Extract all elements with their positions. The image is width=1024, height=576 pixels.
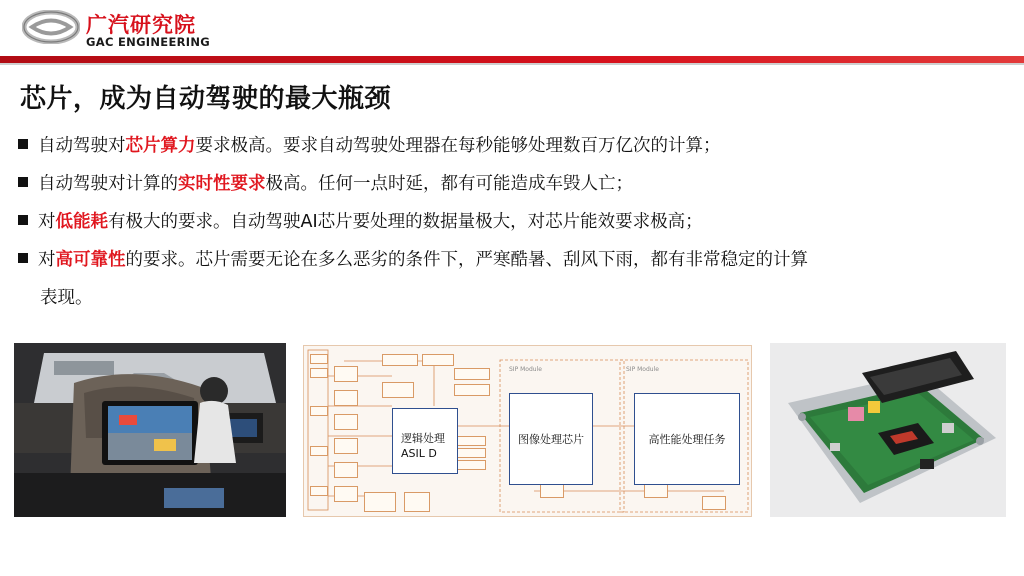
bullet-highlight: 高可靠性 bbox=[55, 250, 126, 270]
sip-module-label: SIP Module bbox=[509, 366, 542, 373]
bullet-item-1 bbox=[18, 129, 998, 163]
block-label: 逻辑处理 bbox=[401, 432, 445, 445]
diagram-mini-block bbox=[364, 492, 396, 512]
diagram-mini-block bbox=[310, 446, 328, 456]
diagram-mini-block bbox=[334, 366, 358, 382]
square-bullet-icon bbox=[18, 177, 28, 187]
diagram-mini-block bbox=[382, 382, 414, 398]
diagram-mini-block bbox=[454, 384, 490, 396]
diagram-mini-block bbox=[334, 438, 358, 454]
header-divider-shadow bbox=[0, 63, 1024, 65]
bullet-item-3 bbox=[18, 205, 998, 239]
bullet-item-4-continuation: 表现。 bbox=[40, 288, 93, 308]
bullet-item-4 bbox=[18, 243, 998, 277]
sip-module-label: SIP Module bbox=[626, 366, 659, 373]
page-title: 芯片，成为自动驾驶的最大瓶颈 bbox=[20, 84, 392, 114]
bullet-text: 的要求。芯片需要无论在多么恶劣的条件下，严寒酷暑、刮风下雨，都有非常稳定的计算 bbox=[125, 250, 808, 270]
logic-processing-block bbox=[392, 408, 458, 474]
diagram-mini-block bbox=[310, 486, 328, 496]
bullet-highlight: 低能耗 bbox=[55, 212, 108, 232]
bullet-highlight: 芯片算力 bbox=[125, 136, 196, 156]
block-label: 图像处理芯片 bbox=[518, 433, 584, 446]
square-bullet-icon bbox=[18, 139, 28, 149]
diagram-mini-block bbox=[310, 406, 328, 416]
diagram-mini-block bbox=[334, 414, 358, 430]
diagram-mini-block bbox=[334, 390, 358, 406]
brand-name-en: GAC ENGINEERING bbox=[86, 35, 211, 49]
image-processing-chip-block bbox=[509, 393, 593, 485]
chip-block-diagram bbox=[303, 345, 752, 517]
diagram-mini-block bbox=[310, 368, 328, 378]
diagram-mini-block bbox=[456, 436, 486, 446]
bullet-text: 自动驾驶对计算的 bbox=[38, 174, 178, 194]
block-label: 高性能处理任务 bbox=[648, 433, 726, 446]
brand-name-cn: 广汽研究院 bbox=[86, 13, 196, 37]
diagram-mini-block bbox=[422, 354, 454, 366]
diagram-mini-block bbox=[540, 484, 564, 498]
diagram-mini-block bbox=[382, 354, 418, 366]
header-divider bbox=[0, 56, 1024, 63]
diagram-mini-block bbox=[310, 354, 328, 364]
gac-logo-icon bbox=[22, 10, 80, 44]
square-bullet-icon bbox=[18, 215, 28, 225]
diagram-mini-block bbox=[456, 448, 486, 458]
ecu-board-photo bbox=[770, 343, 1006, 517]
bullet-text: 对 bbox=[38, 250, 56, 270]
bullet-item-2 bbox=[18, 167, 998, 201]
diagram-mini-block bbox=[456, 460, 486, 470]
diagram-mini-block bbox=[404, 492, 430, 512]
bullet-text: 极高。任何一点时延，都有可能造成车毁人亡； bbox=[265, 174, 633, 194]
bullet-text: 有极大的要求。自动驾驶AI芯片要处理的数据量极大，对芯片能效要求极高； bbox=[108, 212, 703, 232]
diagram-mini-block bbox=[334, 486, 358, 502]
bullet-text: 要求极高。要求自动驾驶处理器在每秒能够处理数百万亿次的计算； bbox=[195, 136, 721, 156]
diagram-mini-block bbox=[334, 462, 358, 478]
car-interior-photo bbox=[14, 343, 286, 517]
bullet-highlight: 实时性要求 bbox=[178, 174, 266, 194]
diagram-mini-block bbox=[644, 484, 668, 498]
bullet-text: 自动驾驶对 bbox=[38, 136, 126, 156]
high-performance-processing-block bbox=[634, 393, 740, 485]
bullet-text: 对 bbox=[38, 212, 56, 232]
diagram-mini-block bbox=[702, 496, 726, 510]
square-bullet-icon bbox=[18, 253, 28, 263]
diagram-mini-block bbox=[454, 368, 490, 380]
block-label: ASIL D bbox=[401, 447, 437, 460]
